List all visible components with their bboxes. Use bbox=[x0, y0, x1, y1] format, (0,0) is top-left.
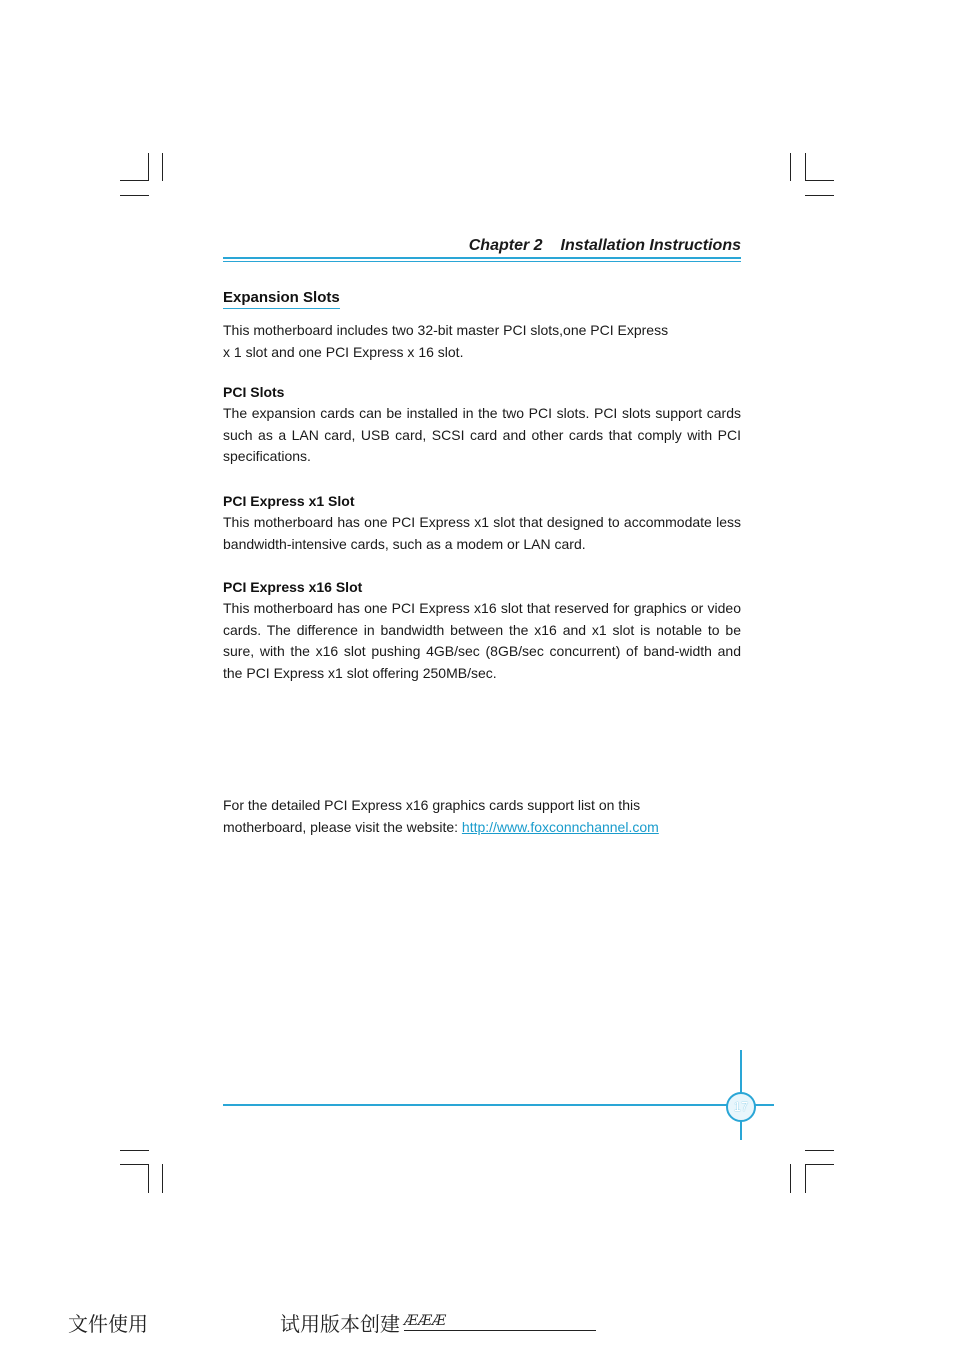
pcie-x16-body: This motherboard has one PCI Express x16 slot that reserved for graphics or video cards. The difference in bandwidth between the x16 and x1 slot is notable to be sure, with the x16 slot pushing 4GB/sec (8GB/sec concurrent) of band-width and the PCI Express x1 slot offering 250MB/sec. bbox=[223, 600, 741, 681]
chapter-number: Chapter 2 bbox=[468, 237, 543, 254]
crop-mark bbox=[148, 153, 149, 181]
crop-mark bbox=[120, 1150, 149, 1151]
pcie-x1-body: This motherboard has one PCI Express x1 slot that designed to accommodate less bandwidth-intensive cards, such as a modem or LAN card. bbox=[223, 514, 741, 552]
crop-mark bbox=[805, 1150, 834, 1151]
watermark-underline bbox=[404, 1330, 596, 1331]
watermark-right: 试用版本创建 bbox=[280, 1312, 400, 1336]
support-note bbox=[223, 795, 741, 838]
crop-mark bbox=[162, 153, 163, 181]
watermark-tail: ÆÆÆ bbox=[404, 1313, 447, 1329]
intro-paragraph bbox=[223, 320, 741, 363]
chapter-title: Installation Instructions bbox=[560, 237, 741, 254]
pcie-x16-heading: PCI Express x16 Slot bbox=[223, 579, 363, 595]
crop-mark bbox=[805, 1164, 834, 1165]
pci-slots-body: The expansion cards can be installed in the two PCI slots. PCI slots support cards such as a LAN card, USB card, SCSI card and other cards that comply with PCI specifications. bbox=[223, 405, 741, 465]
page-number: 17 bbox=[726, 1092, 756, 1122]
watermark-left: 文件使用 bbox=[68, 1312, 148, 1336]
note-line bbox=[223, 817, 741, 839]
crop-mark bbox=[790, 1164, 791, 1193]
crop-mark bbox=[805, 180, 834, 181]
header-rule-thin bbox=[223, 261, 741, 262]
pcie-x1-heading: PCI Express x1 Slot bbox=[223, 493, 355, 509]
crop-mark bbox=[805, 1164, 806, 1193]
crop-mark bbox=[120, 1164, 149, 1165]
intro-line: This motherboard includes two 32-bit master PCI slots,one PCI Express bbox=[223, 322, 669, 338]
header-rule bbox=[223, 257, 741, 259]
crop-mark bbox=[120, 195, 149, 196]
crop-mark bbox=[805, 153, 806, 181]
crop-mark bbox=[790, 153, 791, 181]
chapter-header bbox=[223, 237, 741, 255]
crop-mark bbox=[148, 1164, 149, 1193]
crop-mark bbox=[120, 180, 149, 181]
crop-mark bbox=[162, 1164, 163, 1193]
pci-slots-heading: PCI Slots bbox=[223, 384, 285, 400]
note-prefix: motherboard, please visit the website: bbox=[223, 818, 462, 835]
crop-mark bbox=[805, 195, 834, 196]
footer-rule bbox=[223, 1104, 774, 1106]
note-line: For the detailed PCI Express x16 graphics cards support list on this bbox=[223, 797, 641, 813]
website-link[interactable]: http://www.foxconnchannel.com bbox=[461, 818, 659, 835]
intro-line: x 1 slot and one PCI Express x 16 slot. bbox=[223, 343, 464, 360]
section-title: Expansion Slots bbox=[223, 289, 340, 309]
